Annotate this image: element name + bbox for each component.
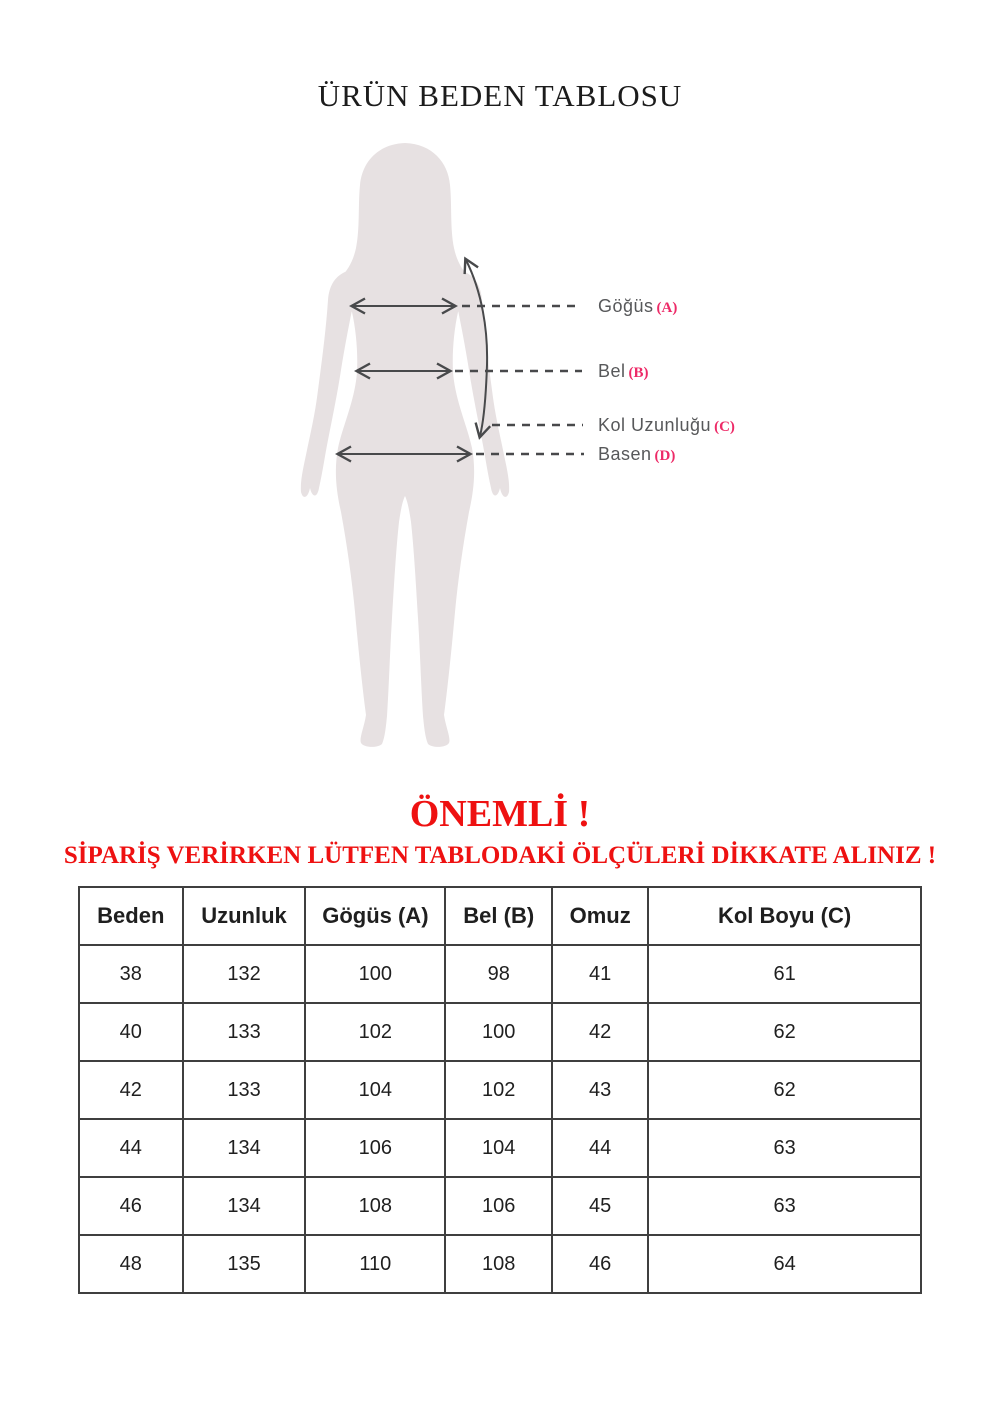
size-table-cell: 100 [305,945,445,1003]
arm-length-measure-label [598,415,735,437]
header-bel: Bel (B) [445,887,552,945]
page-title: ÜRÜN BEDEN TABLOSU [317,78,683,113]
size-table-row [79,1235,921,1293]
size-table-row [79,945,921,1003]
size-table-cell: 44 [79,1119,183,1177]
size-table-cell: 63 [648,1119,921,1177]
size-table-cell: 106 [445,1177,552,1235]
waist-label-code: (B) [628,365,649,381]
size-table-cell: 102 [445,1061,552,1119]
size-table-cell: 108 [305,1177,445,1235]
size-table-cell: 62 [648,1003,921,1061]
size-table-cell: 46 [552,1235,648,1293]
header-omuz: Omuz [552,887,648,945]
size-table-cell: 42 [552,1003,648,1061]
size-table-row [79,1119,921,1177]
size-table-cell: 108 [445,1235,552,1293]
arm-length-label-code: (C) [714,419,735,435]
size-table-cell: 45 [552,1177,648,1235]
size-table-row [79,1061,921,1119]
header-gogus: Gögüs (A) [305,887,445,945]
size-table-cell: 48 [79,1235,183,1293]
size-table-cell: 104 [305,1061,445,1119]
chest-measure-label [598,296,677,318]
chest-label-code: (A) [656,300,678,316]
arm-length-label-text: Kol Uzunluğu [598,415,712,435]
size-table-cell: 133 [183,1003,306,1061]
size-table-cell: 100 [445,1003,552,1061]
header-beden: Beden [79,887,183,945]
size-table-cell: 102 [305,1003,445,1061]
header-kol-boyu: Kol Boyu (C) [648,887,921,945]
hip-measure-label [598,444,675,466]
hip-label-code: (D) [654,448,676,464]
size-table-cell: 104 [445,1119,552,1177]
size-table-cell: 61 [648,945,921,1003]
size-table-row [79,1177,921,1235]
size-table-cell: 43 [552,1061,648,1119]
warning-text: SİPARİŞ VERİRKEN LÜTFEN TABLODAKİ ÖLÇÜLERİ DİKKATE ALINIZ ! [63,842,937,869]
size-table-cell: 63 [648,1177,921,1235]
size-table-cell: 110 [305,1235,445,1293]
header-uzunluk: Uzunluk [183,887,306,945]
size-table-cell: 134 [183,1119,306,1177]
size-table-cell: 133 [183,1061,306,1119]
size-table-cell: 44 [552,1119,648,1177]
size-table-cell: 62 [648,1061,921,1119]
hip-label-text: Basen [598,444,652,464]
silhouette-body [332,252,478,747]
chest-label-text: Göğüs [598,296,654,316]
size-table-cell: 106 [305,1119,445,1177]
size-table-cell: 40 [79,1003,183,1061]
size-table-cell: 64 [648,1235,921,1293]
size-table-cell: 38 [79,945,183,1003]
waist-label-text: Bel [598,361,626,381]
warning-heading: ÖNEMLİ ! [409,793,591,835]
size-table-cell: 41 [552,945,648,1003]
size-table [78,886,922,1294]
size-table-cell: 46 [79,1177,183,1235]
waist-measure-label [598,361,649,383]
size-table-cell: 134 [183,1177,306,1235]
size-table-cell: 42 [79,1061,183,1119]
size-table-header-row [79,887,921,945]
size-table-cell: 135 [183,1235,306,1293]
size-table-cell: 98 [445,945,552,1003]
size-table-cell: 132 [183,945,306,1003]
size-table-row [79,1003,921,1061]
